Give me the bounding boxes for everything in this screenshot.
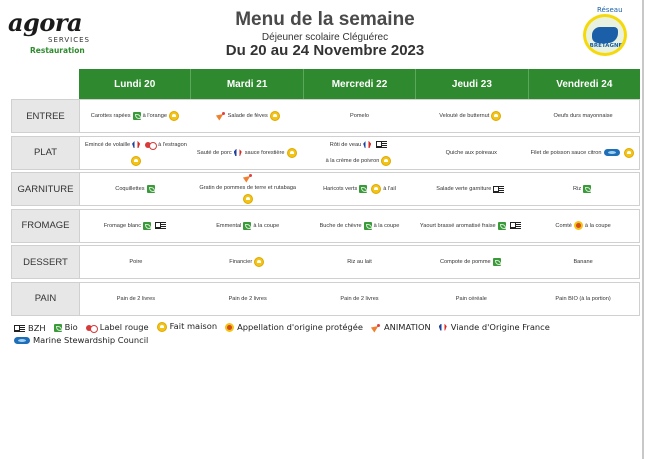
animation-icon — [371, 324, 381, 332]
menu-cell — [415, 173, 527, 205]
menu-row-dessert — [11, 245, 640, 279]
dish-text: Financier — [229, 259, 253, 265]
animation-icon — [243, 174, 253, 182]
dish-text: Gratin de pommes de terre et rutabaga — [199, 184, 297, 191]
menu-cell — [527, 137, 639, 169]
label-rouge-icon — [145, 141, 156, 149]
dish-text: Emmental — [216, 222, 242, 229]
menu-cell — [192, 137, 304, 169]
legend-label: Appellation d'origine protégée — [237, 321, 363, 332]
row-cells — [80, 210, 639, 242]
row-label: GARNITURE — [12, 173, 80, 205]
logo-word: agora — [8, 8, 83, 37]
row-cells — [80, 100, 639, 132]
row-cells — [80, 173, 639, 205]
menu-cell — [527, 246, 639, 278]
day-header: Vendredi 24 — [556, 78, 613, 90]
legend-item — [223, 322, 363, 333]
dish-text: Velouté de butternut — [439, 113, 490, 119]
menu-cell — [304, 137, 416, 169]
days-header-row — [79, 69, 640, 99]
dish-text: à l'ail — [383, 186, 396, 192]
dish-text: Riz au lait — [347, 259, 372, 265]
menu-cell — [80, 137, 192, 169]
bio-leaf-icon — [364, 222, 372, 230]
menu-cell — [415, 100, 527, 132]
dish-text: à la coupe — [253, 222, 280, 229]
menu-cell — [304, 246, 416, 278]
dish-text: Yaourt brassé aromatisé fraise — [419, 222, 496, 229]
day-header: Lundi 20 — [79, 69, 191, 99]
menu-cell — [80, 210, 192, 242]
menu-cell — [304, 173, 416, 205]
row-label: FROMAGE — [12, 210, 80, 242]
viande-origine-france-icon — [132, 140, 141, 149]
legend-item — [12, 323, 46, 334]
legend-label: Marine Stewardship Council — [33, 334, 149, 345]
bio-leaf-icon — [54, 324, 62, 332]
menu-cell — [527, 173, 639, 205]
menu-row-fromage — [11, 209, 640, 243]
bretagne-map-icon — [592, 27, 618, 43]
menu-cell — [192, 100, 304, 132]
fait-maison-icon — [624, 148, 634, 158]
dish-text: Pomelo — [350, 113, 369, 119]
page-edge-divider — [642, 0, 644, 459]
bio-leaf-icon — [583, 185, 591, 193]
row-label: PAIN — [12, 283, 80, 315]
legend-item — [437, 322, 550, 333]
row-cells — [80, 246, 639, 278]
fait-maison-icon — [157, 322, 167, 332]
dish-text: Pain de 2 livres — [228, 295, 267, 302]
fait-maison-icon — [243, 194, 253, 204]
bzh-flag-icon — [493, 186, 504, 193]
row-cells — [80, 283, 639, 315]
dish-text: Salade de fèves — [227, 113, 268, 119]
dish-text: Pain de 2 livres — [116, 295, 156, 302]
bio-leaf-icon — [147, 185, 155, 193]
bio-leaf-icon — [143, 222, 151, 230]
bzh-flag-icon — [376, 141, 387, 148]
dish-text: Salade verte garniture — [436, 186, 492, 192]
animation-icon — [216, 112, 226, 120]
dish-text: Carottes rapées — [90, 113, 131, 119]
dish-text: Fromage blanc — [103, 222, 142, 229]
bio-leaf-icon — [498, 222, 506, 230]
legend — [12, 321, 632, 347]
bzh-flag-icon — [155, 222, 166, 229]
legend-item — [52, 322, 78, 333]
menu-cell — [527, 283, 639, 315]
msc-fish-icon — [14, 337, 30, 344]
fait-maison-icon — [381, 156, 391, 166]
dish-text: Sauté de porc — [196, 149, 232, 156]
aop-icon — [574, 221, 583, 230]
fait-maison-icon — [491, 111, 501, 121]
menu-cell — [304, 210, 416, 242]
fait-maison-icon — [371, 184, 381, 194]
legend-item — [369, 322, 431, 333]
row-label: ENTREE — [12, 100, 80, 132]
dish-text: Oeufs durs mayonnaise — [553, 113, 613, 119]
dish-text: Haricots verts — [323, 186, 358, 192]
menu-cell — [415, 246, 527, 278]
menu-cell — [80, 173, 192, 205]
bio-leaf-icon — [359, 185, 367, 193]
menu-row-pain — [11, 282, 640, 316]
dish-text: Rôti de veau — [329, 141, 362, 148]
dish-text: à l'estragon — [158, 141, 187, 148]
dish-text: Quiche aux poireaux — [445, 149, 497, 156]
week-dates: Du 20 au 24 Novembre 2023 — [225, 42, 425, 59]
row-cells — [80, 137, 639, 169]
fait-maison-icon — [169, 111, 179, 121]
day-header: Mardi 21 — [191, 69, 303, 99]
dish-text: Filet de poisson sauce citron — [530, 149, 602, 156]
day-header: Mercredi 22 — [304, 69, 416, 99]
dish-text: sauce forestière — [244, 149, 285, 156]
bio-leaf-icon — [133, 112, 141, 120]
aop-icon — [225, 323, 234, 332]
bio-leaf-icon — [493, 258, 501, 266]
menu-cell — [80, 283, 192, 315]
viande-origine-france-icon — [234, 148, 243, 157]
fait-maison-icon — [287, 148, 297, 158]
dish-text: Pain céréale — [455, 295, 487, 302]
legend-item — [84, 322, 149, 333]
reseau-circle-icon — [583, 14, 627, 56]
dish-text: Buche de chèvre — [319, 222, 362, 229]
dish-text: Pain BIO (à la portion) — [555, 295, 611, 302]
row-label: PLAT — [12, 137, 80, 169]
dish-text: Pain de 2 livres — [340, 295, 379, 302]
logo-services: SERVICES — [48, 36, 90, 44]
viande-origine-france-icon — [439, 323, 448, 332]
logo-restauration: Restauration — [30, 46, 85, 55]
dish-text: Emincé de volaille — [84, 141, 131, 148]
label-rouge-icon — [86, 324, 97, 332]
msc-fish-icon — [604, 149, 620, 156]
fait-maison-icon — [131, 156, 141, 166]
dish-text: Poire — [129, 259, 143, 265]
page-title: Menu de la semaine — [235, 9, 415, 30]
page-subtitle: Déjeuner scolaire Cléguérec — [261, 32, 389, 43]
menu-cell — [527, 100, 639, 132]
reseau-label: Réseau — [597, 6, 623, 14]
dish-text: Coquillettes — [115, 186, 145, 192]
menu-cell — [304, 100, 416, 132]
dish-text: Banane — [573, 259, 593, 265]
dish-text: à la coupe — [373, 222, 400, 229]
viande-origine-france-icon — [363, 140, 372, 149]
row-label: DESSERT — [12, 246, 80, 278]
menu-cell — [192, 283, 304, 315]
day-header: Jeudi 23 — [416, 69, 528, 99]
legend-item — [12, 335, 148, 346]
bzh-flag-icon — [510, 222, 521, 229]
reseau-badge — [577, 6, 637, 56]
reseau-badge-text: BRETAGNE — [589, 43, 623, 49]
menu-cell — [415, 283, 527, 315]
dish-text: Comté — [555, 222, 572, 229]
legend-label: BZH — [28, 322, 46, 333]
menu-cell — [192, 210, 304, 242]
bio-leaf-icon — [243, 222, 251, 230]
dish-text: à l'orange — [142, 113, 167, 119]
menu-cell — [415, 210, 527, 242]
dish-text: à la crème de poivron — [325, 157, 380, 164]
menu-cell — [192, 246, 304, 278]
menu-row-plat — [11, 136, 640, 170]
fait-maison-icon — [270, 111, 280, 121]
legend-label: Bio — [64, 322, 78, 332]
menu-cell — [80, 246, 192, 278]
menu-cell — [304, 283, 416, 315]
dish-text: Compote de pomme — [439, 259, 491, 265]
legend-label: Fait maison — [169, 321, 218, 331]
legend-label: Viande d'Origine France — [450, 321, 550, 332]
menu-row-garniture — [11, 172, 640, 206]
legend-item — [155, 321, 217, 332]
menu-cell — [192, 173, 304, 205]
menu-cell — [80, 100, 192, 132]
bzh-flag-icon — [14, 325, 25, 332]
menu-cell — [527, 210, 639, 242]
legend-label: Label rouge — [99, 322, 149, 332]
menu-row-entree — [11, 99, 640, 133]
dish-text: à la coupe — [584, 222, 611, 229]
fait-maison-icon — [254, 257, 264, 267]
menu-cell — [415, 137, 527, 169]
dish-text: Riz — [573, 186, 582, 192]
legend-label: ANIMATION — [383, 322, 431, 332]
